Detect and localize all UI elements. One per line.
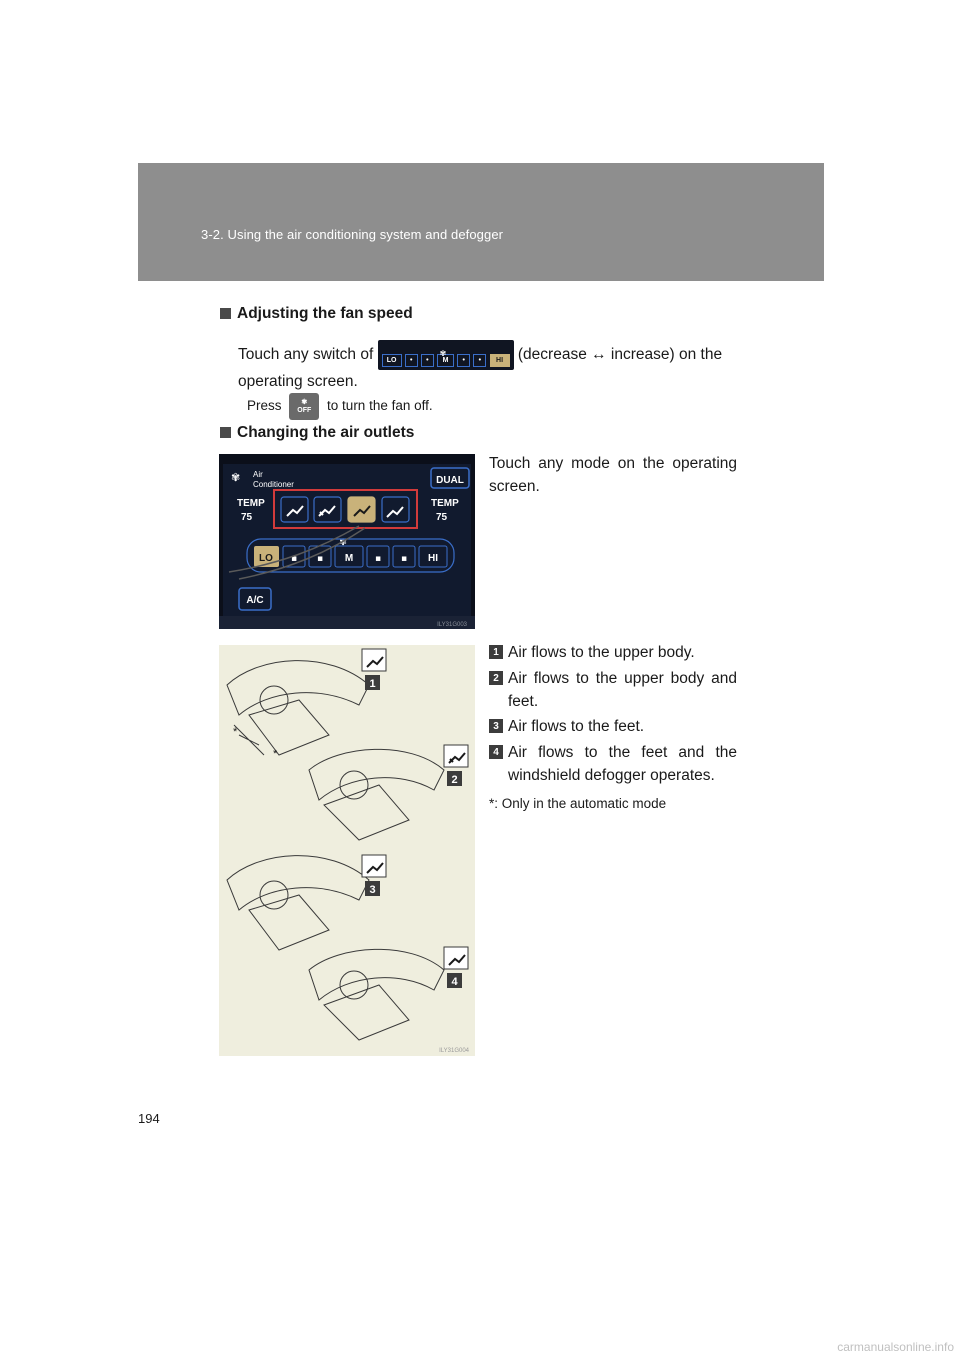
svg-text:M: M (344, 553, 354, 564)
fan-seg: • (473, 354, 486, 367)
fan-seg: • (457, 354, 470, 367)
air-outlets-diagram-image (219, 645, 475, 1056)
fan-off-note: Press ✾ OFF to turn the fan off. (247, 393, 433, 420)
footnote: *: Only in the automatic mode (489, 796, 667, 811)
mode-face-icon (362, 649, 386, 671)
asterisk-mark: * (273, 748, 278, 760)
legend-number-box: 1 (489, 645, 503, 659)
image-code: ILY31G003 (437, 622, 467, 628)
svg-text:▪: ▪ (374, 554, 382, 564)
mode-bilevel-icon (444, 745, 468, 767)
temp-left-label: TEMP (237, 498, 265, 509)
ac-label: A/C (246, 595, 264, 606)
legend-number-box: 2 (489, 671, 503, 685)
fan-seg: M (437, 354, 454, 367)
fan-speed-switch-image (378, 340, 514, 370)
fan-speed-heading: Adjusting the fan speed (220, 305, 413, 323)
fan-speed-paragraph: Touch any switch of ✾ LO • • M • • HI (decrease ↔ increase) on the operating screen. (238, 340, 738, 393)
svg-text:▪: ▪ (400, 554, 408, 564)
svg-text:▪: ▪ (290, 554, 298, 564)
temp-right-label: TEMP (431, 498, 459, 509)
mode-defog-button (382, 497, 409, 522)
callout-number-3: 3 (369, 884, 376, 896)
fan-seg: LO (382, 354, 402, 367)
operating-screen-svg (219, 454, 475, 629)
fan-icon: ✾ (301, 398, 308, 406)
legend-item: 4 Air flows to the feet and the windshield defogger operates. (489, 741, 737, 787)
square-bullet-icon (220, 308, 231, 319)
image-code: ILY31G004 (439, 1048, 469, 1054)
fan-off-button-image: ✾ OFF (289, 393, 319, 420)
screen-title-line1: Air (253, 470, 263, 479)
legend-number-box: 4 (489, 745, 503, 759)
callout-number-2: 2 (451, 774, 458, 786)
square-bullet-icon (220, 427, 231, 438)
temp-left-value: 75 (241, 512, 253, 523)
fan-seg-hi: HI (490, 354, 510, 367)
legend-number-box: 3 (489, 719, 503, 733)
air-outlets-heading: Changing the air outlets (220, 424, 414, 442)
mode-feet-icon (362, 855, 386, 877)
callout-number-4: 4 (451, 976, 458, 988)
mode-face-button (281, 497, 308, 522)
asterisk-mark: * (233, 726, 238, 738)
fan-icon: ✾ (439, 349, 447, 358)
fan-icon: ✾ (339, 538, 347, 548)
watermark: carmanualsonline.info (837, 1340, 954, 1354)
section-label: 3-2. Using the air conditioning system and defogger (201, 227, 504, 242)
mode-feet-button (348, 497, 375, 522)
fan-seg: • (405, 354, 418, 367)
svg-text:HI: HI (428, 553, 438, 564)
mode-defog-icon (444, 947, 468, 969)
header-band (138, 163, 824, 281)
svg-text:▪: ▪ (316, 554, 324, 564)
legend-item: 3 Air flows to the feet. (489, 715, 737, 738)
air-outlets-paragraph: Touch any mode on the operating screen. (489, 455, 737, 495)
mode-bilevel-button (314, 497, 341, 522)
svg-text:LO: LO (259, 553, 273, 564)
fan-icon: ✾ (231, 471, 241, 484)
dual-label: DUAL (436, 475, 464, 486)
page-number: 194 (138, 1111, 160, 1126)
temp-right-value: 75 (436, 512, 448, 523)
legend-item: 2 Air flows to the upper body and feet. (489, 667, 737, 713)
screen-title-line2: Conditioner (253, 480, 294, 489)
air-outlets-diagram-svg (219, 645, 475, 1056)
operating-screen-image (219, 454, 475, 629)
fan-seg: • (421, 354, 434, 367)
legend-item: 1 Air flows to the upper body. (489, 641, 737, 664)
callout-number-1: 1 (369, 678, 376, 690)
